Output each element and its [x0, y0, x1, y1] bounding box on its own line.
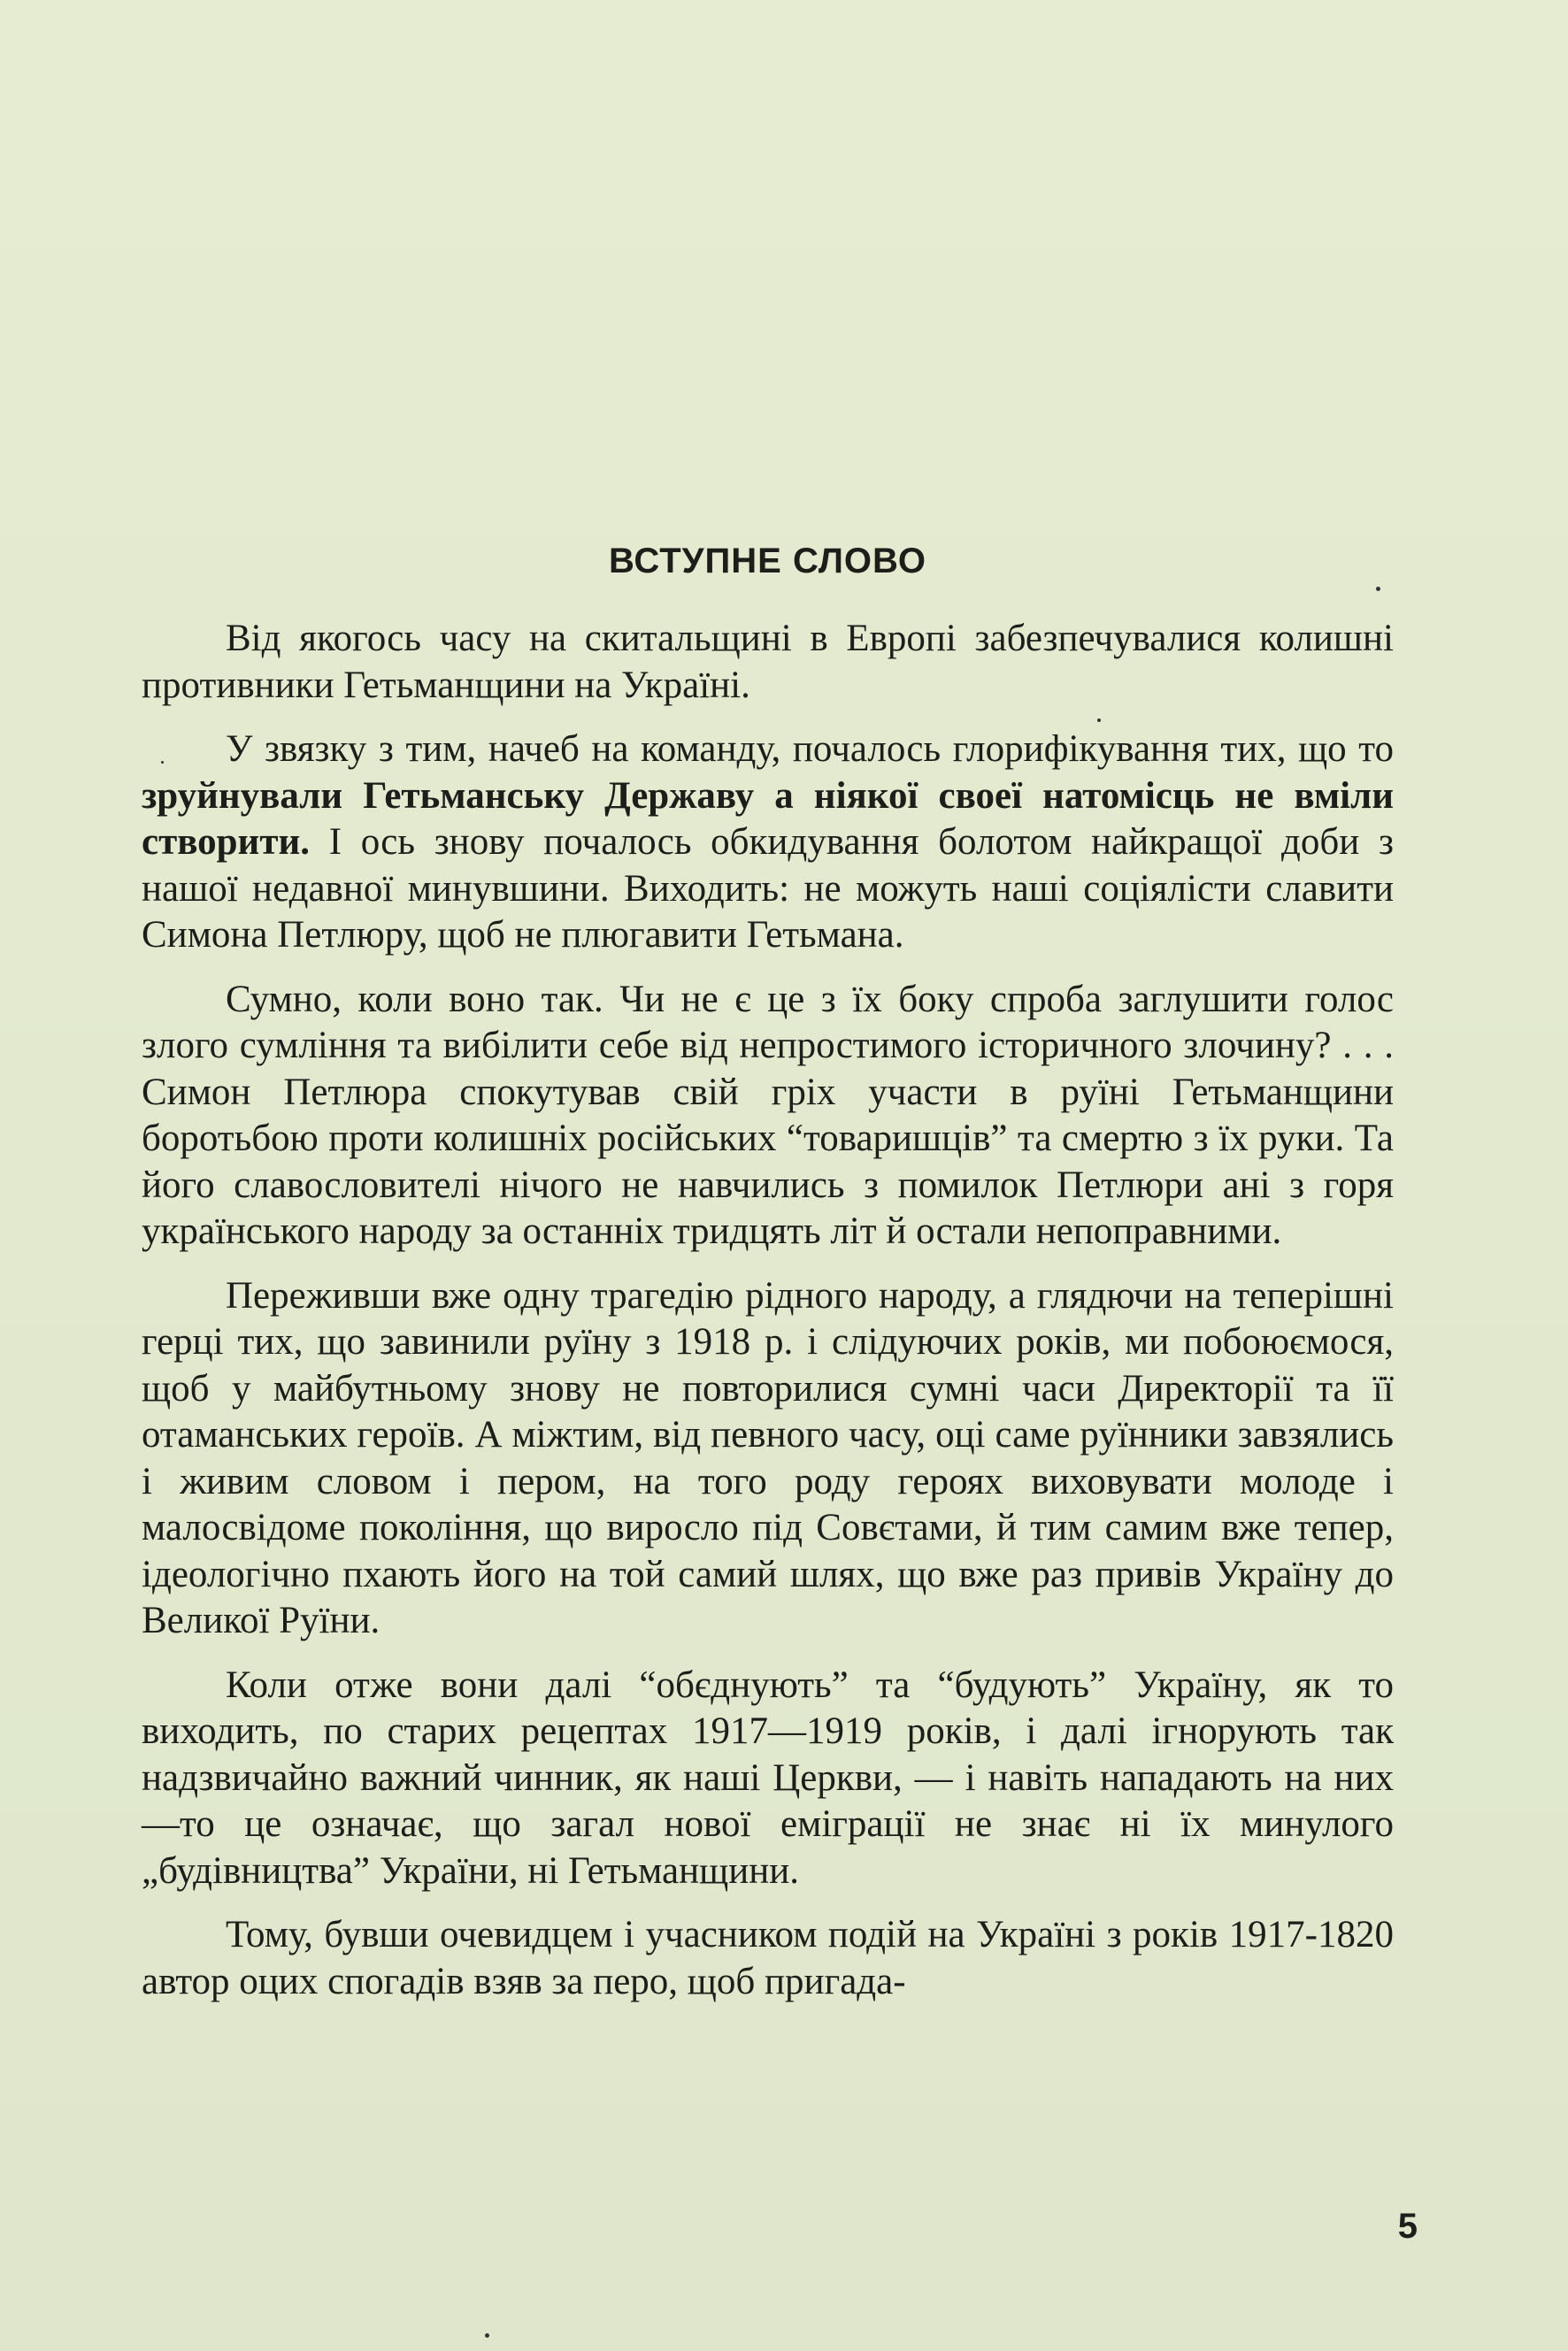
- bold-emphasis: зруйнували Гетьманську Державу а ніякої своеї натомісць не вміли створити.: [142, 774, 1394, 863]
- paragraph-text: Коли отже вони далі “обєднують” та “будують” Україну, як то виходить, по старих рецептах 1917—1919 років, і далі ігнорують так надзвичайно важний чинник, як наші Церкви, — і навіть нападають на них—то це означає, що загал нової еміграції не знає ні їх минулого „будівництва” України, ні Гетьманщини.: [142, 1663, 1394, 1892]
- paragraph-text: Переживши вже одну трагедію рідного народу, а глядючи на теперішні герці тих, що завинили руїну з 1918 р. і слідуючих років, ми побоюємося, щоб у майбутньому знову не повторилися сумні часи Директорії та її отаманських героїв. А міжтим, від певного часу, оці саме руїнники завзялись і живим словом і пером, на того роду героях виховувати молоде і малосвідоме покоління, що виросло під Совєтами, й тим самим вже тепер, ідеологічно пхають його на той самий шлях, що вже раз привів Україну до Великої Руїни.: [142, 1274, 1394, 1641]
- paragraph-text: У звязку з тим, начеб на команду, почалось глорифікування тих, що то: [226, 728, 1394, 770]
- paragraph-text: Сумно, коли воно так. Чи не є це з їх боку спроба заглушити голос злого сумління та вибілити себе від непростимого історичного злочину? . . . Симон Петлюра спокутував свій гріх участи в руїні Гетьманщини боротьбою проти колишніх російських “товаришців” та смертю з їх руки. Та його славословителі нічого не навчились з помилок Петлюри ані з горя українського народу за останніх тридцять літ й остали непоправними.: [142, 978, 1394, 1252]
- paragraph-1: [142, 616, 1394, 709]
- paragraph-5: [142, 1663, 1394, 1895]
- paragraph-2: [142, 726, 1394, 959]
- paragraph-text: І ось знову почалось обкидування болотом найкращої доби з нашої недавної минувшини. Виходить: не можуть наші соціялісти славити Симона Петлюру, щоб не плюгавити Гетьмана.: [142, 821, 1394, 956]
- paragraph-text: Тому, бувши очевидцем і учасником подій на Україні з років 1917-1820 автор оцих спогадів взяв за перо, щоб пригада-: [142, 1914, 1394, 2002]
- page-title: ВСТУПНЕ СЛОВО: [608, 542, 927, 580]
- paragraph-text: Від якогось часу на скитальщині в Европі забезпечувалися колишні противники Гетьманщини на Україні.: [142, 618, 1394, 706]
- paragraph-4: [142, 1273, 1394, 1645]
- paragraph-6: [142, 1912, 1394, 2005]
- page-number: 5: [1397, 2207, 1418, 2246]
- print-speck: [485, 2333, 489, 2338]
- page-body: [142, 540, 1394, 2023]
- paragraph-3: [142, 977, 1394, 1256]
